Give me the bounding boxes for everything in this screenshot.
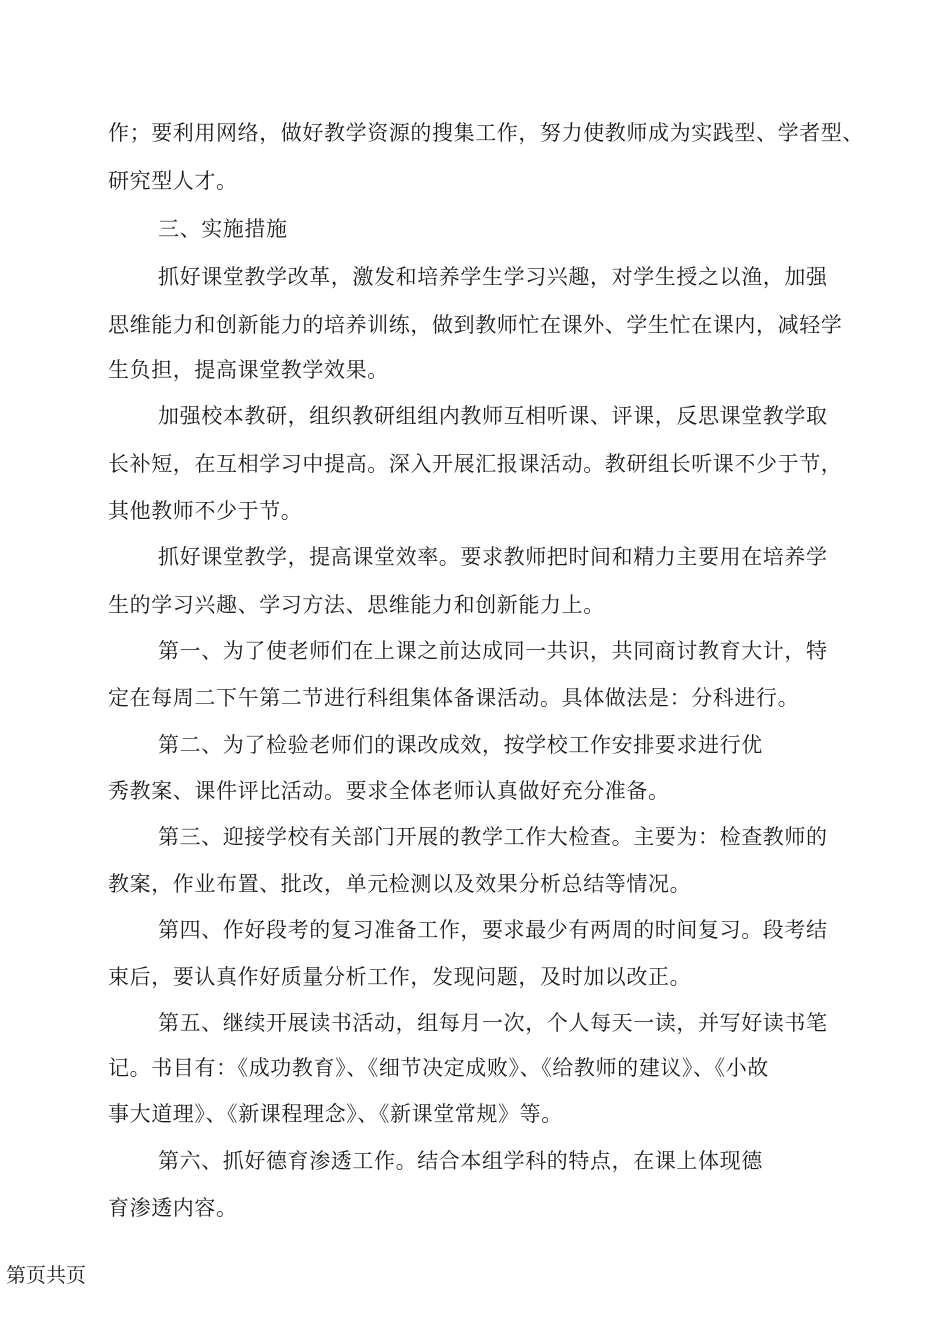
text-line: 第四、作好段考的复习准备工作，要求最少有两周的时间复习。段考结 — [158, 918, 828, 942]
text-line: 秀教案、课件评比活动。要求全体老师认真做好充分准备。 — [108, 779, 670, 803]
text-line: 第一、为了使老师们在上课之前达成同一共识，共同商讨教育大计，特 — [158, 639, 828, 663]
text-line: 第二、为了检验老师们的课改成效，按学校工作安排要求进行优 — [158, 733, 763, 757]
text-line: 记。书目有：《成功教育》、《细节决定成败》、《给教师的建议》、《小故 — [108, 1056, 769, 1080]
text-line: 定在每周二下午第二节进行科组集体备课活动。具体做法是：分科进行。 — [108, 686, 800, 710]
text-line: 长补短，在互相学习中提高。深入开展汇报课活动。教研组长听课不少于节， — [108, 452, 843, 476]
text-line: 加强校本教研，组织教研组组内教师互相听课、评课，反思课堂教学取 — [158, 404, 828, 428]
section-heading: 三、实施措施 — [158, 217, 288, 241]
text-line: 生负担，提高课堂教学效果。 — [108, 358, 389, 382]
text-line: 生的学习兴趣、学习方法、思维能力和创新能力上。 — [108, 593, 605, 617]
text-line: 作；要利用网络，做好教学资源的搜集工作，努力使教师成为实践型、学者型、 — [108, 121, 864, 145]
text-line: 第三、迎接学校有关部门开展的教学工作大检查。主要为：检查教师的 — [158, 825, 828, 849]
text-line: 抓好课堂教学改革，激发和培养学生学习兴趣，对学生授之以渔，加强 — [158, 265, 828, 289]
text-line: 第五、继续开展读书活动，组每月一次，个人每天一读，并写好读书笔 — [158, 1011, 828, 1035]
text-line: 第六、抓好德育渗透工作。结合本组学科的特点，在课上体现德 — [158, 1149, 763, 1173]
text-line: 其他教师不少于节。 — [108, 499, 303, 523]
text-line: 思维能力和创新能力的培养训练，做到教师忙在课外、学生忙在课内，减轻学 — [108, 313, 843, 337]
text-line: 育渗透内容。 — [108, 1196, 238, 1220]
text-line: 束后，要认真作好质量分析工作，发现问题，及时加以改正。 — [108, 965, 692, 989]
page-footer: 第页共页 — [6, 1263, 86, 1287]
text-line: 抓好课堂教学，提高课堂效率。要求教师把时间和精力主要用在培养学 — [158, 545, 828, 569]
text-line: 教案，作业布置、批改，单元检测以及效果分析总结等情况。 — [108, 872, 692, 896]
text-line: 事大道理》、《新课程理念》、《新课堂常规》等。 — [108, 1102, 563, 1126]
text-line: 研究型人才。 — [108, 169, 238, 193]
